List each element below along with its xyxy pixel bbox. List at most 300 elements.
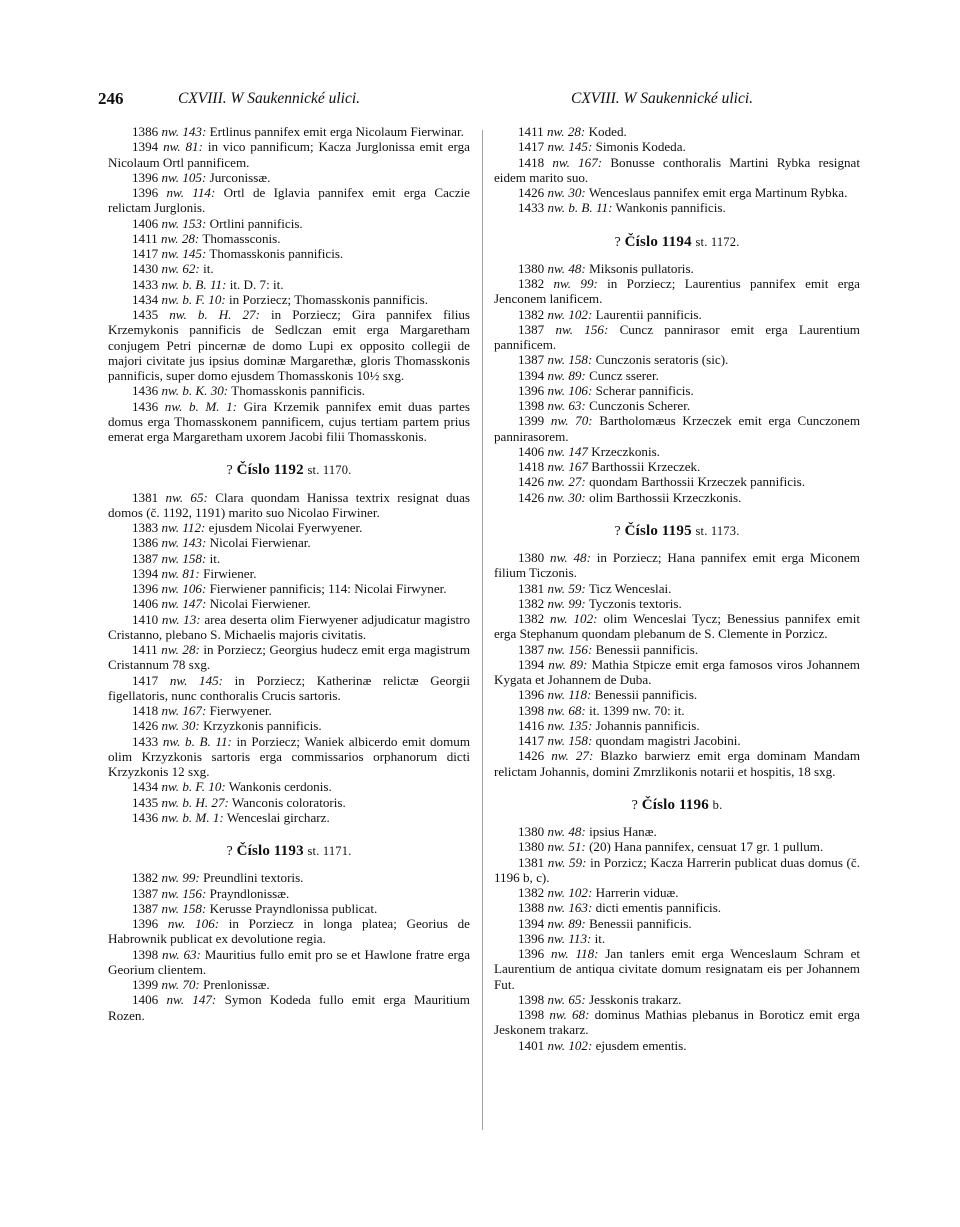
entry-year: 1382 (518, 885, 545, 900)
entry-year: 1436 (132, 383, 159, 399)
record-entry (494, 687, 860, 702)
record-entry (494, 398, 860, 413)
entry-year: 1386 (132, 124, 159, 139)
record-entry (494, 550, 860, 581)
entry-year: 1380 (518, 550, 545, 565)
entry-reference: nw. b. B. 11: (547, 200, 613, 216)
entry-reference: nw. 68: (549, 1007, 590, 1022)
entry-reference: nw. 158: (161, 900, 207, 916)
entry-year: 1396 (132, 916, 159, 931)
entry-year: 1399 (132, 977, 159, 992)
record-entry (108, 292, 470, 307)
entry-reference: nw. 158: (547, 352, 593, 368)
entry-year: 1411 (132, 642, 158, 657)
heading-label: Číslo (624, 233, 659, 250)
entry-text: Cuncz sserer. (589, 367, 659, 383)
entry-year: 1382 (132, 870, 159, 886)
record-entry (494, 824, 860, 839)
entry-text: Prenlonissæ. (203, 977, 270, 992)
entry-reference: nw. 156: (547, 641, 593, 657)
record-entry (108, 901, 470, 916)
entry-text: ejusdem Nicolai Fyerwyener. (208, 520, 363, 535)
record-entry (494, 931, 860, 946)
entry-reference: nw. 99: (547, 595, 586, 611)
record-entry (108, 383, 470, 398)
entry-text: Harrerin viduæ. (595, 885, 679, 900)
entry-text: Ertlinus pannifex emit erga Nicolaum Fierwinar. (209, 124, 464, 139)
record-entry (108, 718, 470, 733)
entry-year: 1387 (518, 352, 545, 368)
record-entry (108, 170, 470, 185)
entry-text: Bonusse conthoralis Martini Rybka resignat eidem marito suo. (494, 154, 860, 185)
entry-text: Fierwiener pannificis; 114: Nicolai Firwyner. (209, 581, 447, 596)
entry-text: Wenceslaus pannifex emit erga Martinum Rybka. (588, 185, 848, 200)
record-entry (108, 566, 470, 581)
entry-text: (20) Hana pannifex, censuat 17 gr. 1 pullum. (589, 839, 824, 855)
entry-text: in Porziecz; Thomasskonis pannificis. (229, 291, 429, 307)
entry-text: in Porziecz; Katherinæ relictæ Georgii figellatoris, nunc conthoralis Crucis sartoris. (108, 672, 470, 703)
entry-year: 1380 (518, 824, 545, 839)
entry-year: 1398 (518, 991, 545, 1007)
entry-year: 1382 (518, 611, 545, 626)
heading-prefix: ? (614, 234, 621, 250)
record-entry (494, 581, 860, 596)
record-entry (494, 185, 860, 200)
entry-text: olim Wenceslai Tycz; Benessius pannifex emit erga Stephanum quondam plebanum de S. Clemente in Porzicz. (494, 611, 860, 642)
entry-text: it. (209, 550, 221, 566)
entry-reference: nw. 167: (552, 154, 603, 170)
entry-reference: nw. 147: (161, 596, 207, 612)
record-entry (108, 977, 470, 992)
entry-year: 1418 (132, 703, 159, 718)
entry-year: 1434 (132, 291, 159, 307)
entry-text: olim Barthossii Krzeczkonis. (589, 489, 742, 505)
entry-reference: nw. 135: (547, 717, 593, 733)
entry-reference: nw. b. H. 27: (169, 307, 260, 322)
entry-text: Cuncz pannirasor emit erga Laurentium pannificem. (494, 321, 860, 352)
entry-year: 1417 (518, 139, 545, 155)
entry-year: 1387 (518, 641, 545, 657)
entry-reference: nw. 156: (555, 321, 609, 337)
entry-text: Miksonis pullatoris. (589, 260, 694, 276)
record-entry (108, 277, 470, 292)
record-entry (108, 795, 470, 810)
entry-year: 1435 (132, 307, 159, 322)
entry-year: 1396 (518, 687, 545, 703)
heading-number: 1196 (678, 796, 709, 813)
entry-year: 1382 (518, 306, 545, 322)
entry-year: 1436 (132, 398, 159, 414)
entry-text: Firwiener. (203, 565, 257, 581)
entry-year: 1396 (518, 930, 545, 946)
record-entry (108, 139, 470, 170)
entry-text: in Porziecz; Waniek albicerdo emit domum olim Krzyzkonis sartoris erga commissarios orphanorum dicti Krzyzkonis 12 sxg. (108, 733, 471, 779)
left-column (108, 124, 470, 1023)
record-entry (494, 611, 860, 642)
entry-reference: nw. 68: (547, 702, 586, 718)
entry-reference: nw. b. B. 11: (161, 276, 227, 292)
heading-label: Číslo (641, 796, 676, 813)
entry-year: 1426 (518, 474, 545, 490)
entry-reference: nw. 51: (547, 839, 586, 855)
entry-reference: nw. 143: (161, 535, 207, 551)
heading-number: 1193 (273, 843, 304, 859)
entry-reference: nw. 30: (161, 718, 200, 734)
heading-label: Číslo (236, 843, 271, 859)
record-entry (108, 916, 470, 947)
running-title-left: CXVIII. W Saukennické ulici. (178, 90, 361, 107)
entry-reference: nw. 13: (161, 611, 201, 627)
record-entry (494, 916, 860, 931)
record-entry (494, 322, 860, 353)
entry-year: 1434 (132, 779, 159, 795)
entry-text: Wankonis cerdonis. (228, 779, 332, 795)
record-entry (108, 246, 470, 261)
entry-year: 1396 (518, 946, 545, 961)
entry-text: Wanconis coloratoris. (231, 794, 346, 810)
entry-text: Clara quondam Hanissa textrix resignat duas domos (č. 1192, 1191) marito suo Nicolao Firwiner. (108, 489, 470, 520)
section-heading (494, 235, 860, 250)
section-heading (494, 524, 860, 539)
entry-reference: nw. 65: (165, 489, 208, 505)
entry-reference: nw. 106: (167, 916, 220, 931)
entry-year: 1410 (132, 611, 159, 627)
record-entry (494, 1038, 860, 1053)
entry-reference: nw. 102: (547, 1037, 593, 1053)
record-entry (494, 444, 860, 459)
record-entry (494, 946, 860, 992)
entry-reference: nw. b. M. 1: (161, 809, 224, 825)
entry-reference: nw. b. K. 30: (161, 383, 229, 399)
record-entry (108, 870, 470, 885)
record-entry (494, 490, 860, 505)
heading-prefix: ? (226, 844, 233, 859)
entry-text: Jurconissæ. (209, 169, 271, 185)
entry-text: Simonis Kodeda. (595, 139, 686, 155)
record-entry (494, 474, 860, 489)
entry-year: 1406 (132, 596, 159, 612)
entry-text: quondam Barthossii Krzeczek pannificis. (589, 474, 806, 490)
entry-reference: nw. 28: (160, 230, 200, 246)
entry-year: 1387 (518, 321, 545, 337)
record-entry (494, 124, 860, 139)
entry-year: 1426 (518, 185, 545, 200)
entry-reference: nw. 48: (547, 260, 586, 276)
entry-reference: nw. 70: (550, 413, 593, 429)
record-entry (494, 413, 860, 444)
entry-text: area deserta olim Fierwyener adjudicatur magistro Cristanno, plebano S. Michaelis majoris civitatis. (108, 611, 471, 642)
column-divider (482, 130, 483, 1130)
entry-text: Gira Krzemik pannifex emit duas partes domus erga Thomasskonem pannificem, cujus tertiam partem prius emerat erga Margaretham uxorem Jacobi filii Thomasskonis. (108, 398, 470, 444)
section-heading (108, 463, 470, 478)
heading-prefix: ? (226, 463, 233, 479)
entry-text: Krzeczkonis. (591, 443, 660, 459)
entry-reference: nw. 62: (161, 261, 200, 277)
heading-number: 1192 (273, 462, 304, 479)
record-entry (108, 185, 470, 216)
entry-year: 1387 (132, 550, 159, 566)
heading-suffix: st. 1172. (695, 234, 740, 249)
page-number: 246 (98, 89, 124, 108)
record-entry (494, 900, 860, 915)
entry-text: Nicolai Fierwienar. (209, 535, 311, 551)
entry-reference: nw. 27: (551, 748, 594, 764)
entry-year: 1387 (132, 885, 159, 901)
entry-text: Johannis pannificis. (595, 717, 700, 733)
entry-year: 1401 (518, 1037, 545, 1053)
entry-year: 1426 (518, 748, 545, 764)
entry-reference: nw. 112: (161, 520, 206, 535)
entry-text: Laurentii pannificis. (595, 306, 702, 322)
entry-text: Koded. (588, 124, 627, 139)
entry-text: it. (203, 261, 214, 277)
entry-text: ejusdem ementis. (595, 1037, 687, 1053)
record-entry (494, 352, 860, 367)
entry-text: Wankonis pannificis. (615, 200, 726, 216)
heading-number: 1195 (661, 522, 692, 539)
entry-reference: nw. 105: (161, 169, 207, 185)
entry-year: 1382 (518, 276, 545, 291)
entry-text: it. D. 7: it. (229, 276, 284, 292)
section-heading (494, 798, 860, 813)
record-entry (108, 642, 470, 673)
entry-text: ipsius Hanæ. (589, 824, 657, 839)
entry-reference: nw. 48: (547, 824, 586, 839)
entry-year: 1411 (132, 230, 158, 246)
entry-text: in Porziecz; Georgius hudecz emit erga magistrum Cristannum 78 sxg. (108, 642, 471, 673)
entry-year: 1396 (132, 169, 159, 185)
record-entry (494, 307, 860, 322)
entry-year: 1394 (518, 656, 545, 672)
heading-suffix: b. (712, 797, 723, 812)
entry-year: 1381 (132, 489, 159, 505)
entry-reference: nw. 147 (547, 443, 588, 459)
entry-reference: nw. 147: (166, 992, 217, 1008)
entry-year: 1406 (518, 443, 545, 459)
entry-reference: nw. 118: (551, 946, 599, 961)
entry-reference: nw. 156: (161, 885, 207, 901)
entry-text: in Porziecz; Hana pannifex emit erga Miconem filium Ticzonis. (494, 550, 860, 581)
record-entry (108, 992, 470, 1023)
heading-suffix: st. 1171. (307, 844, 352, 858)
entry-text: Benessii pannificis. (594, 687, 698, 703)
entry-reference: nw. 63: (162, 946, 201, 962)
entry-year: 1387 (132, 900, 159, 916)
entry-text: in vico pannificum; Kacza Jurglonissa emit erga Nicolaum Ortl pannificem. (108, 139, 470, 170)
entry-reference: nw. 89: (547, 367, 586, 383)
entry-year: 1417 (132, 672, 159, 688)
entry-reference: nw. 163: (547, 900, 593, 916)
entry-reference: nw. 89: (547, 915, 586, 931)
entry-text: it. 1399 nw. 70: it. (589, 702, 685, 718)
record-entry (494, 1007, 860, 1038)
entry-reference: nw. 102: (547, 885, 593, 900)
record-entry (494, 703, 860, 718)
entry-text: quondam magistri Jacobini. (595, 733, 741, 748)
entry-year: 1436 (132, 809, 159, 825)
entry-reference: nw. 153: (161, 215, 207, 231)
entry-year: 1416 (518, 717, 545, 733)
entry-reference: nw. 48: (550, 550, 591, 565)
entry-reference: nw. 158: (161, 550, 207, 566)
entry-reference: nw. 102: (550, 611, 598, 626)
entry-text: dominus Mathias plebanus in Boroticz emit erga Jeskonem trakarz. (494, 1007, 860, 1038)
entry-year: 1417 (132, 246, 159, 261)
entry-year: 1433 (518, 200, 545, 216)
record-entry (108, 535, 470, 550)
record-entry (494, 718, 860, 733)
entry-text: Fierwyener. (209, 703, 272, 718)
entry-reference: nw. b. M. 1: (164, 398, 238, 414)
record-entry (108, 612, 470, 643)
record-entry (494, 596, 860, 611)
record-entry (108, 399, 470, 445)
entry-text: Tyczonis textoris. (588, 595, 682, 611)
entry-year: 1383 (132, 520, 159, 535)
entry-text: Kerusse Prayndlonissa publicat. (209, 900, 378, 916)
entry-reference: nw. 81: (161, 565, 200, 581)
entry-reference: nw. 63: (547, 398, 586, 413)
entry-year: 1406 (132, 215, 159, 231)
entry-year: 1394 (518, 915, 545, 931)
entry-year: 1399 (518, 413, 545, 429)
entry-reference: nw. 30: (547, 489, 586, 505)
entry-year: 1381 (518, 580, 545, 596)
heading-prefix: ? (614, 523, 621, 539)
entry-text: Bartholomæus Krzeczek emit erga Cunczonem pannirasorem. (494, 413, 861, 444)
entry-text: in Porziecz in longa platea; Georius de Habrownik publicat ex devolutione regia. (108, 916, 470, 947)
record-entry (494, 383, 860, 398)
entry-reference: nw. 81: (163, 139, 203, 155)
entry-text: dicti ementis pannificis. (595, 900, 722, 916)
record-entry (494, 368, 860, 383)
entry-year: 1394 (132, 565, 159, 581)
record-entry (108, 886, 470, 901)
entry-year: 1382 (518, 595, 545, 611)
record-entry (494, 642, 860, 657)
entry-year: 1380 (518, 839, 545, 855)
entry-reference: nw. 28: (546, 124, 586, 139)
entry-text: Wenceslai gircharz. (226, 809, 330, 825)
record-entry (108, 779, 470, 794)
entry-text: Mauritius fullo emit pro se et Hawlone fratre erga Georium clientem. (108, 946, 471, 977)
entry-reference: nw. 145: (169, 672, 224, 688)
record-entry (108, 216, 470, 231)
entry-text: Krzyzkonis pannificis. (203, 718, 322, 734)
entry-reference: nw. 28: (161, 642, 200, 657)
entry-reference: nw. 65: (547, 991, 586, 1007)
entry-year: 1396 (132, 185, 159, 200)
entry-text: Prayndlonissæ. (209, 885, 290, 901)
record-entry (494, 839, 860, 854)
entry-year: 1433 (132, 276, 159, 292)
entry-year: 1418 (518, 154, 545, 170)
entry-reference: nw. 59: (547, 580, 586, 596)
entry-text: Ticz Wenceslai. (588, 580, 672, 596)
entry-year: 1426 (132, 718, 159, 734)
entry-reference: nw. 118: (547, 687, 592, 703)
record-entry (494, 276, 860, 307)
entry-reference: nw. b. B. 11: (162, 733, 232, 749)
entry-text: in Porziecz; Gira pannifex filius Krzemykonis pannificis de Sedlczan emit erga Margaretham conjugem Petri pincernæ de domo Lupi ex opposito collegii de majori civitate jus ipsius dominæ Margarethæ, gloris Thomasskonis pannificis, super domo ejusdem Thomasskonis 10½ sxg. (108, 307, 471, 383)
entry-text: Jesskonis trakarz. (589, 991, 682, 1007)
entry-reference: nw. 113: (547, 930, 592, 946)
entry-text: Barthossii Krzeczek. (591, 459, 701, 474)
record-entry (494, 200, 860, 215)
entry-text: Mathia Stpicze emit erga famosos viros Johannem Kygata et Johannem de Duba. (494, 656, 860, 687)
entry-year: 1381 (518, 854, 545, 870)
record-entry (494, 139, 860, 154)
entry-reference: nw. 30: (547, 185, 586, 200)
record-entry (108, 596, 470, 611)
entry-reference: nw. 167 (547, 459, 588, 474)
entry-year: 1398 (518, 702, 545, 718)
entry-text: Ortlini pannificis. (209, 215, 303, 231)
entry-reference: nw. 106: (161, 581, 207, 596)
entry-reference: nw. 102: (547, 306, 593, 322)
entry-year: 1398 (132, 946, 159, 962)
record-entry (494, 733, 860, 748)
entry-text: Preundlini textoris. (203, 870, 304, 886)
entry-reference: nw. b. F. 10: (161, 779, 226, 795)
entry-year: 1386 (132, 535, 159, 551)
entry-year: 1411 (518, 124, 544, 139)
record-entry (494, 992, 860, 1007)
section-heading (108, 844, 470, 859)
entry-text: Thomasskonis pannificis. (209, 246, 344, 261)
entry-reference: nw. 27: (547, 474, 586, 490)
entry-year: 1426 (518, 489, 545, 505)
entry-year: 1418 (518, 459, 545, 474)
record-entry (494, 155, 860, 186)
record-entry (494, 261, 860, 276)
record-entry (108, 734, 470, 780)
entry-reference: nw. 145: (161, 246, 207, 261)
right-column (494, 124, 860, 1053)
heading-suffix: st. 1173. (695, 523, 740, 538)
entry-year: 1394 (132, 139, 159, 155)
entry-text: Benessii pannificis. (589, 915, 692, 931)
entry-year: 1430 (132, 261, 159, 277)
running-title-right: CXVIII. W Saukennické ulici. (571, 90, 754, 107)
entry-year: 1406 (132, 992, 159, 1008)
entry-text: Scherar pannificis. (595, 382, 694, 398)
record-entry (494, 748, 860, 779)
heading-number: 1194 (661, 233, 692, 250)
heading-label: Číslo (624, 522, 659, 539)
entry-year: 1433 (132, 733, 159, 749)
entry-year: 1398 (518, 398, 545, 413)
record-entry (108, 124, 470, 139)
entry-text: Cunczonis seratoris (sic). (595, 352, 729, 368)
entry-text: Thomassconis. (202, 230, 281, 246)
entry-reference: nw. 143: (161, 124, 207, 139)
record-entry (108, 673, 470, 704)
record-entry (108, 947, 470, 978)
record-entry (108, 520, 470, 535)
entry-reference: nw. 167: (161, 703, 207, 718)
entry-year: 1398 (518, 1007, 545, 1022)
record-entry (108, 810, 470, 825)
entry-reference: nw. 114: (166, 185, 216, 200)
record-entry (494, 459, 860, 474)
entry-reference: nw. 59: (547, 854, 587, 870)
entry-text: Benessii pannificis. (595, 641, 699, 657)
record-entry (494, 657, 860, 688)
entry-text: Thomasskonis pannificis. (231, 383, 366, 399)
entry-text: Jan tanlers emit erga Wenceslaum Schram et Laurentium de antiqua civitate domum resignatam eis per Johannem Fut. (494, 946, 861, 992)
entry-year: 1396 (518, 382, 545, 398)
